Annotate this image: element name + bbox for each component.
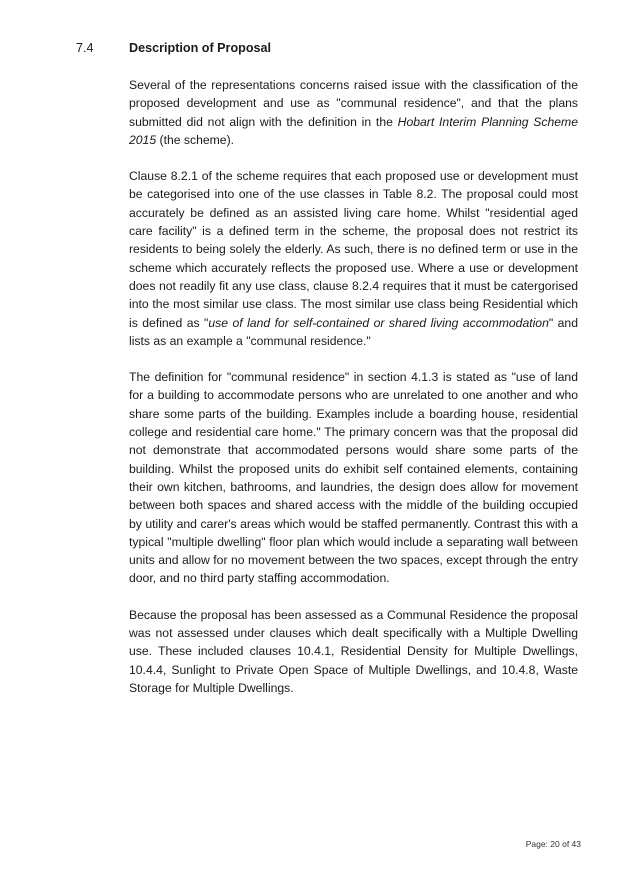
- paragraph-classification-concerns: [129, 76, 578, 149]
- paragraph-clause-8-2-1: [129, 167, 578, 350]
- paragraph-italic-text: use of land for self-contained or shared living accommodation: [208, 315, 549, 330]
- section-number: 7.4: [76, 41, 94, 55]
- paragraph-text: Several of the representations concerns raised issue with the classification of the proposed development and use as "communal residence", and that the plans submitted did not align with the definition in the: [129, 78, 578, 129]
- paragraph-italic-text: Hobart Interim Planning Scheme 2015: [129, 114, 578, 147]
- section-body: [129, 76, 578, 715]
- paragraph-assessment-clauses: [129, 606, 578, 697]
- paragraph-text: Clause 8.2.1 of the scheme requires that each proposed use or development must be categorised into one of the use classes in Table 8.2. The proposal could most accurately be defined as an assisted living care home. Whilst "residential aged care facility" is a defined term in the scheme, the proposal does not restrict its residents to being solely the elderly. As such, there is no defined term or use in the scheme which accurately reflects the proposed use. Where a use or development does not readily fit any use class, clause 8.2.4 requires that it must be catergorised into the most similar use class. The most similar use class being Residential which is defined as ": [129, 169, 578, 330]
- paragraph-communal-residence-definition: [129, 368, 578, 588]
- section-title: Description of Proposal: [129, 41, 272, 55]
- paragraph-text: The definition for "communal residence" in section 4.1.3 is stated as "use of land for a building to accommodate persons who are unrelated to one another and who share some parts of the building. Examples include a boarding house, residential college and residential care home." The primary concern was that the proposal did not demonstrate that accommodated persons would share some parts of the building. Whilst the proposed units do exhibit self contained elements, containing their own kitchen, bathrooms, and laundries, the design does allow for movement between both spaces and shared access with the middle of the building occupied by utility and carer's areas which would be staffed permanently. Contrast this with a typical "multiple dwelling" floor plan which would include a separating wall between units and allow for no movement between the two spaces, except through the entry door, and no third party staffing accommodation.: [129, 370, 578, 586]
- paragraph-text: " and lists as an example a "communal residence.": [129, 315, 578, 348]
- paragraph-text: (the scheme).: [156, 132, 235, 147]
- paragraph-text: Because the proposal has been assessed as a Communal Residence the proposal was not assessed under clauses which dealt specifically with a Multiple Dwelling use. These included clauses 10.4.1, Residential Density for Multiple Dwellings, 10.4.4, Sunlight to Private Open Space of Multiple Dwellings, and 10.4.8, Waste Storage for Multiple Dwellings.: [129, 607, 578, 695]
- page-number: Page: 20 of 43: [525, 839, 581, 849]
